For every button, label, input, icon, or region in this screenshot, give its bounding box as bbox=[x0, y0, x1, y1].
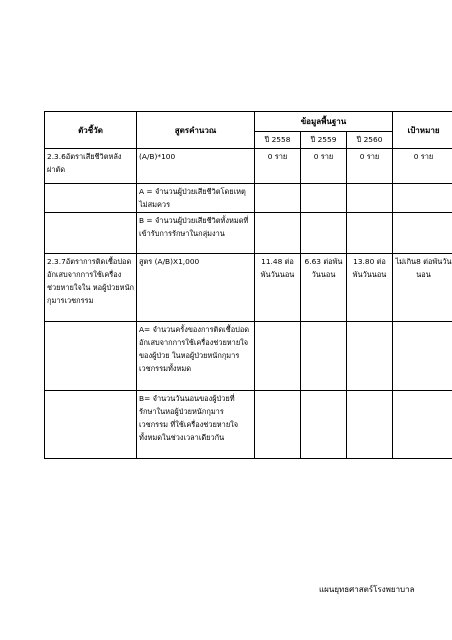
table-row bbox=[45, 391, 452, 459]
indicator-cell bbox=[45, 391, 137, 459]
indicator-cell bbox=[45, 184, 137, 213]
header-year-2558: ปี 2558 bbox=[255, 132, 301, 149]
value-2558-cell: 11.48 ต่อพันวันนอน bbox=[255, 254, 301, 322]
value-2558-cell bbox=[255, 391, 301, 459]
header-baseline: ข้อมูลพื้นฐาน bbox=[255, 112, 393, 132]
value-2560-cell: 0 ราย bbox=[347, 149, 393, 184]
value-2558-cell bbox=[255, 213, 301, 254]
formula-cell: A= จำนวนครั้งของการติดเชื้อปอดอักเสบจากการใช้เครื่องช่วยหายใจของผู้ป่วย ในหอผู้ป่วยหนักกุมารเวชกรรมทั้งหมด bbox=[137, 322, 255, 391]
value-2559-cell bbox=[301, 322, 347, 391]
formula-cell: A = จำนวนผู้ป่วยเสียชีวิตโดยเหตุไม่สมควร bbox=[137, 184, 255, 213]
indicator-table bbox=[44, 111, 452, 459]
target-cell bbox=[393, 213, 452, 254]
value-2560-cell bbox=[347, 322, 393, 391]
value-2560-cell bbox=[347, 391, 393, 459]
table-row bbox=[45, 213, 452, 254]
target-cell bbox=[393, 184, 452, 213]
table-row bbox=[45, 322, 452, 391]
header-target: เป้าหมาย bbox=[393, 112, 452, 149]
indicator-cell bbox=[45, 213, 137, 254]
table-row bbox=[45, 149, 452, 184]
indicator-cell bbox=[45, 322, 137, 391]
value-2560-cell bbox=[347, 213, 393, 254]
value-2558-cell bbox=[255, 322, 301, 391]
value-2559-cell bbox=[301, 184, 347, 213]
header-year-2559: ปี 2559 bbox=[301, 132, 347, 149]
value-2559-cell bbox=[301, 391, 347, 459]
formula-cell: B= จำนวนวันนอนของผู้ป่วยที่รักษาในหอผู้ป่วยหนักกุมารเวชกรรม ที่ใช้เครื่องช่วยหายใจทั้งหมดในช่วงเวลาเดียวกัน bbox=[137, 391, 255, 459]
header-formula: สูตรคำนวณ bbox=[137, 112, 255, 149]
value-2559-cell bbox=[301, 213, 347, 254]
table-row bbox=[45, 184, 452, 213]
table-row bbox=[45, 254, 452, 322]
target-cell: ไม่เกิน8 ต่อพันวันนอน bbox=[393, 254, 452, 322]
header-indicator: ตัวชี้วัด bbox=[45, 112, 137, 149]
value-2558-cell: 0 ราย bbox=[255, 149, 301, 184]
value-2558-cell bbox=[255, 184, 301, 213]
indicator-cell: 2.3.7อัตราการติดเชื้อปอดอักเสบจากการใช้เครื่องช่วยหายใจใน หอผู้ป่วยหนักกุมารเวชกรรม bbox=[45, 254, 137, 322]
formula-cell: B = จำนวนผู้ป่วยเสียชีวิตทั้งหมดที่เข้ารับการรักษาในกลุ่มงาน bbox=[137, 213, 255, 254]
value-2560-cell bbox=[347, 184, 393, 213]
value-2560-cell: 13.80 ต่อพันวันนอน bbox=[347, 254, 393, 322]
target-cell bbox=[393, 322, 452, 391]
target-cell: 0 ราย bbox=[393, 149, 452, 184]
value-2559-cell: 6.63 ต่อพันวันนอน bbox=[301, 254, 347, 322]
indicator-cell: 2.3.6อัตราเสียชีวิตหลังผ่าตัด bbox=[45, 149, 137, 184]
header-year-2560: ปี 2560 bbox=[347, 132, 393, 149]
value-2559-cell: 0 ราย bbox=[301, 149, 347, 184]
page-footer: แผนยุทธศาสตร์โรงพยาบาล bbox=[319, 585, 415, 594]
target-cell bbox=[393, 391, 452, 459]
formula-cell: สูตร (A/B)X1,000 bbox=[137, 254, 255, 322]
formula-cell: (A/B)*100 bbox=[137, 149, 255, 184]
